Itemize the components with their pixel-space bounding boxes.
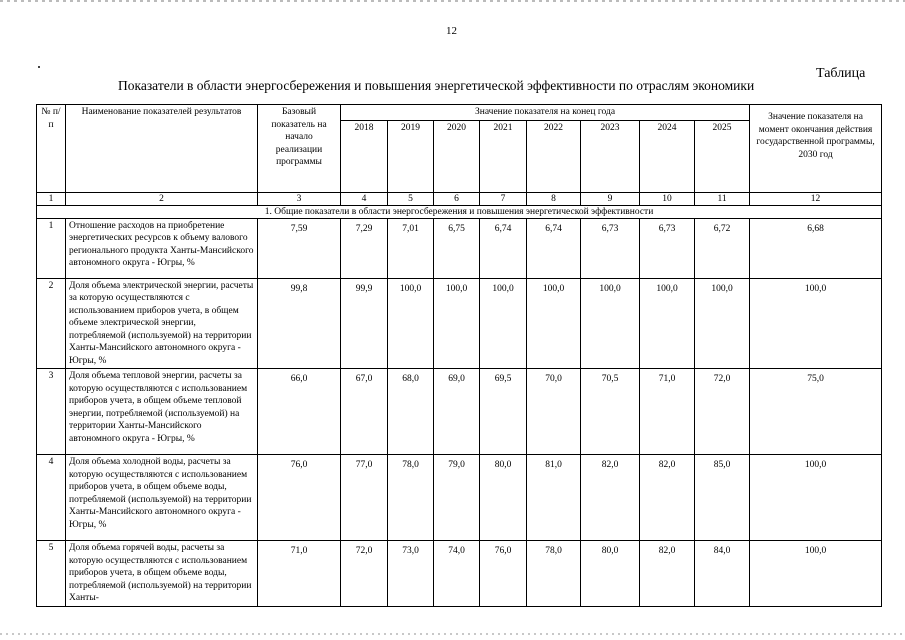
year-value: 100,0: [480, 278, 527, 369]
column-number: 7: [480, 192, 527, 205]
indicator-name: Доля объема горячей воды, расчеты за которую осуществляются с использованием приборов учета, в общем объеме воды, потребляемой (используемой) на территории Ханты-: [66, 541, 258, 607]
column-number-row: [37, 192, 882, 205]
header-year: 2025: [695, 120, 750, 192]
table-row: [37, 455, 882, 541]
column-number: 8: [527, 192, 581, 205]
base-value: 76,0: [258, 455, 341, 541]
year-value: 6,73: [581, 218, 640, 278]
column-number: 9: [581, 192, 640, 205]
page-number: 12: [446, 25, 457, 37]
year-value: 69,5: [480, 369, 527, 455]
year-value: 100,0: [581, 278, 640, 369]
year-value: 7,29: [341, 218, 388, 278]
header-year: 2023: [581, 120, 640, 192]
year-value: 100,0: [388, 278, 434, 369]
final-value: 100,0: [750, 455, 882, 541]
year-value: 67,0: [341, 369, 388, 455]
year-value: 6,74: [527, 218, 581, 278]
year-value: 81,0: [527, 455, 581, 541]
header-year: 2024: [640, 120, 695, 192]
year-value: 70,5: [581, 369, 640, 455]
year-value: 100,0: [640, 278, 695, 369]
column-number: 3: [258, 192, 341, 205]
table-row: [37, 218, 882, 278]
year-value: 7,01: [388, 218, 434, 278]
header-year: 2022: [527, 120, 581, 192]
indicators-table: [36, 104, 882, 607]
year-value: 6,72: [695, 218, 750, 278]
column-number: 1: [37, 192, 66, 205]
base-value: 7,59: [258, 218, 341, 278]
header-no: № п/п: [37, 105, 66, 193]
final-value: 100,0: [750, 541, 882, 607]
year-value: 82,0: [581, 455, 640, 541]
year-value: 80,0: [581, 541, 640, 607]
year-value: 6,74: [480, 218, 527, 278]
row-number: 3: [37, 369, 66, 455]
table-row: [37, 369, 882, 455]
row-number: 1: [37, 218, 66, 278]
column-number: 12: [750, 192, 882, 205]
indicator-name: Отношение расходов на приобретение энергетических ресурсов к объему валового регионального продукта Ханты-Мансийского автономного округа - Югры, %: [66, 218, 258, 278]
document-title: Показатели в области энергосбережения и повышения энергетической эффективности по отраслям экономики: [118, 78, 755, 93]
table-row: [37, 541, 882, 607]
scan-edge-bottom: [0, 633, 905, 635]
year-value: 72,0: [695, 369, 750, 455]
base-value: 99,8: [258, 278, 341, 369]
scan-speck: [38, 66, 40, 68]
final-value: 100,0: [750, 278, 882, 369]
indicator-name: Доля объема электрической энергии, расчеты за которую осуществляются с использованием приборов учета, в общем объеме электрической энергии, потребляемой (используемой) на территории Ханты-Мансийского автономного округа - Югры, %: [66, 278, 258, 369]
year-value: 80,0: [480, 455, 527, 541]
year-value: 78,0: [388, 455, 434, 541]
row-number: 2: [37, 278, 66, 369]
header-year: 2021: [480, 120, 527, 192]
year-value: 100,0: [434, 278, 480, 369]
header-year: 2019: [388, 120, 434, 192]
header-base: Базовый показатель на начало реализации программы: [258, 105, 341, 193]
final-value: 75,0: [750, 369, 882, 455]
indicator-name: Доля объема холодной воды, расчеты за которую осуществляются с использованием приборов учета, в общем объеме воды, потребляемой (используемой) на территории Ханты-Мансийского автономного округа - Югры, %: [66, 455, 258, 541]
base-value: 71,0: [258, 541, 341, 607]
table-label: Таблица: [816, 66, 866, 81]
row-number: 5: [37, 541, 66, 607]
year-value: 6,73: [640, 218, 695, 278]
year-value: 82,0: [640, 541, 695, 607]
year-value: 79,0: [434, 455, 480, 541]
year-value: 69,0: [434, 369, 480, 455]
scan-edge-top: [0, 0, 905, 2]
base-value: 66,0: [258, 369, 341, 455]
year-value: 70,0: [527, 369, 581, 455]
header-period: Значение показателя на конец года: [341, 105, 750, 121]
year-value: 76,0: [480, 541, 527, 607]
year-value: 78,0: [527, 541, 581, 607]
final-value: 6,68: [750, 218, 882, 278]
year-value: 73,0: [388, 541, 434, 607]
year-value: 100,0: [695, 278, 750, 369]
year-value: 72,0: [341, 541, 388, 607]
year-value: 71,0: [640, 369, 695, 455]
column-number: 10: [640, 192, 695, 205]
year-value: 6,75: [434, 218, 480, 278]
table-row: [37, 278, 882, 369]
indicator-name: Доля объема тепловой энергии, расчеты за которую осуществляются с использованием приборов учета, в общем объеме тепловой энергии, потребляемой (используемой) на территории Ханты-Мансийского автономного округа - Югры, %: [66, 369, 258, 455]
column-number: 11: [695, 192, 750, 205]
header-year: 2018: [341, 120, 388, 192]
header-final: Значение показателя на момент окончания действия государственной программы, 2030 год: [750, 105, 882, 193]
header-year: 2020: [434, 120, 480, 192]
year-value: 68,0: [388, 369, 434, 455]
column-number: 5: [388, 192, 434, 205]
column-number: 6: [434, 192, 480, 205]
year-value: 85,0: [695, 455, 750, 541]
header-name: Наименование показателей результатов: [66, 105, 258, 193]
year-value: 74,0: [434, 541, 480, 607]
column-number: 4: [341, 192, 388, 205]
row-number: 4: [37, 455, 66, 541]
year-value: 77,0: [341, 455, 388, 541]
year-value: 99,9: [341, 278, 388, 369]
year-value: 84,0: [695, 541, 750, 607]
year-value: 82,0: [640, 455, 695, 541]
column-number: 2: [66, 192, 258, 205]
section-title: 1. Общие показатели в области энергосбережения и повышения энергетической эффективности: [37, 205, 882, 218]
year-value: 100,0: [527, 278, 581, 369]
